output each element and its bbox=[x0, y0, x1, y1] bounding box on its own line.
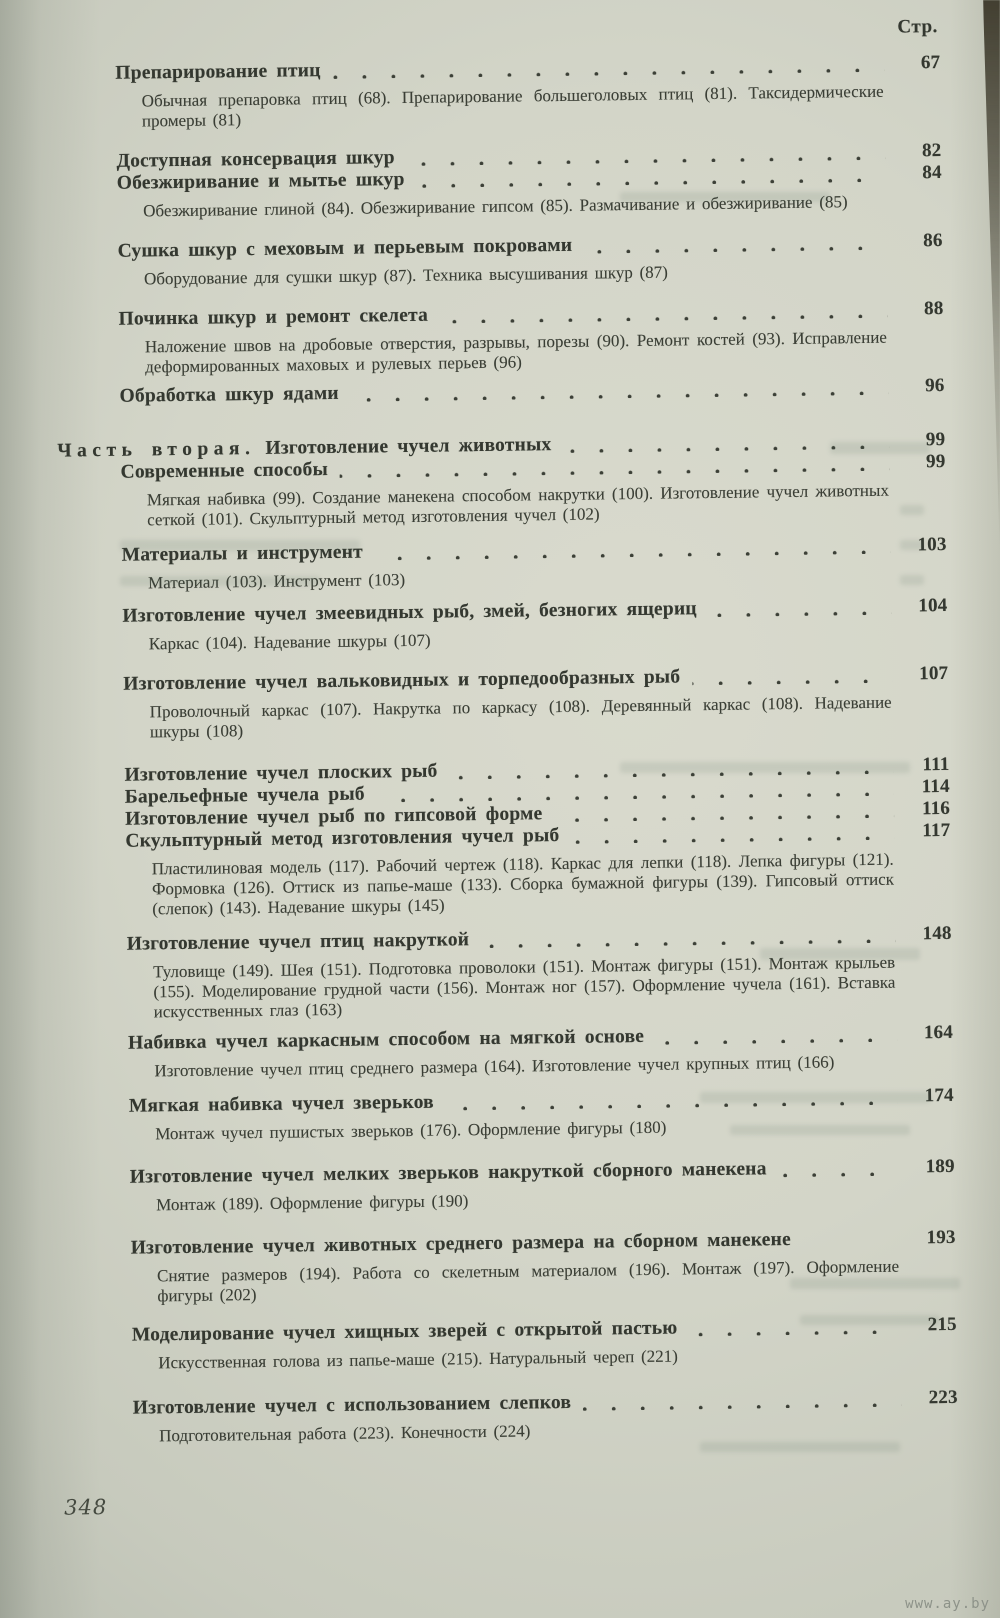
toc-entry-title: Скульптурный метод изготовления чучел рыб bbox=[125, 825, 560, 852]
toc-entry-description: Обычная препаровка птиц (68). Препарирование большеголовых птиц (81). Таксидермические промеры (81) bbox=[141, 81, 884, 131]
toc-entry bbox=[119, 375, 944, 408]
toc-group bbox=[131, 1227, 957, 1307]
toc-entry-description: Изготовление чучел птиц среднего размера (164). Изготовление чучел крупных птиц (166) bbox=[154, 1052, 835, 1081]
dot-leader bbox=[375, 549, 891, 561]
toc-entry-page: 223 bbox=[928, 1386, 958, 1409]
toc-entry-description: Туловище (149). Шея (151). Подготовка проволоки (151). Монтаж фигуры (151). Монтаж крыльев (155). Моделирование грудной части (156). Монтаж ног (157). Оформление чучела (161). Вставка искусственных глаз (163) bbox=[153, 952, 896, 1022]
toc-entry-page: 104 bbox=[918, 594, 948, 617]
toc-entry-title: Изготовление чучел вальковидных и торпедообразных рыб bbox=[123, 666, 681, 695]
toc-entry bbox=[122, 534, 947, 567]
dot-leader bbox=[446, 1100, 898, 1111]
toc-entry-title: Обработка шкур ядами bbox=[119, 382, 339, 407]
folio-page-number: 348 bbox=[63, 1495, 108, 1520]
toc-entry-title: Изготовление чучел животных bbox=[265, 434, 552, 459]
dot-leader bbox=[351, 390, 889, 402]
toc-entry-page: 117 bbox=[922, 819, 951, 842]
toc-entry-page: 86 bbox=[923, 229, 943, 252]
dot-leader bbox=[709, 610, 892, 617]
toc-entry bbox=[133, 1387, 958, 1420]
toc-entry bbox=[115, 52, 940, 85]
toc-entry-page: 164 bbox=[923, 1021, 954, 1044]
toc-entry-title: Препарирование птиц bbox=[115, 60, 321, 84]
toc-group bbox=[129, 1085, 955, 1145]
toc-entry-description: Пластилиновая модель (117). Рабочий чертеж (118). Каркас для лепки (118). Лепка фигуры (121). Формовка (126). Оттиск из папье-маше (133). Сборка бумажной фигуры (139). Гипсовый оттиск (слепок) (143). Надевание шкуры (145) bbox=[151, 849, 895, 919]
toc-entry-page: 99 bbox=[925, 450, 946, 473]
toc-part-label: Часть вторая. bbox=[57, 437, 256, 462]
toc-entry-description: Материал (103). Инструмент (103) bbox=[147, 570, 406, 593]
toc-group bbox=[127, 923, 953, 1023]
dot-leader bbox=[583, 1402, 902, 1411]
dot-leader bbox=[656, 1037, 897, 1045]
toc-entry-description: Наложение швов на дробовые отверстия, разрывы, порезы (90). Ремонт костей (93). Исправление деформированных маховых и рулевых перьев (96) bbox=[144, 327, 888, 377]
toc-group bbox=[122, 534, 948, 594]
toc-entry-page: 174 bbox=[924, 1084, 954, 1107]
toc-entry bbox=[123, 663, 948, 696]
dot-leader bbox=[692, 678, 892, 686]
toc-entry-title: Изготовление чучел змеевидных рыб, змей, безногих ящериц bbox=[122, 598, 697, 627]
toc-entry-title: Починка шкур и ремонт скелета bbox=[118, 304, 429, 330]
toc-entry-page: 193 bbox=[926, 1226, 956, 1249]
toc-group bbox=[118, 230, 944, 290]
toc-entry-page: 103 bbox=[917, 533, 947, 556]
toc-entry-title: Изготовление чучел рыб по гипсовой форме bbox=[124, 803, 543, 830]
toc-group bbox=[119, 375, 944, 408]
toc-entry bbox=[132, 1314, 957, 1347]
toc-entry-description: Монтаж чучел пушистых зверьков (176). Оформление фигуры (180) bbox=[155, 1117, 667, 1144]
toc-entry-page: 114 bbox=[921, 775, 950, 798]
toc-entry-page: 99 bbox=[925, 428, 946, 451]
toc-entry-page: 111 bbox=[922, 753, 950, 776]
toc-entry-description: Искусственная голова из папье-маше (215). Натуральный череп (221) bbox=[158, 1346, 679, 1373]
toc-group bbox=[132, 1314, 958, 1374]
toc-entry-description: Монтаж (189). Оформление фигуры (190) bbox=[156, 1191, 469, 1215]
toc-entry-title: Набивка чучел каркасным способом на мягкой основе bbox=[127, 1025, 645, 1054]
toc-entry-title: Мягкая набивка чучел зверьков bbox=[128, 1091, 434, 1117]
toc-entry-title: Обезжиривание и мытье шкур bbox=[116, 169, 405, 194]
toc-entry bbox=[122, 595, 947, 628]
toc-group bbox=[128, 1022, 954, 1082]
toc-entry bbox=[118, 230, 943, 263]
dot-leader bbox=[340, 466, 890, 478]
toc-entry-title: Современные способы bbox=[120, 459, 329, 483]
watermark: www.ay.by bbox=[905, 1596, 990, 1612]
toc-entry-page: 67 bbox=[920, 51, 941, 74]
toc-entry-title: Барельефные чучела рыб bbox=[124, 783, 365, 808]
toc-entry-page: 96 bbox=[924, 374, 945, 397]
dot-leader bbox=[689, 1329, 901, 1337]
toc-entry bbox=[118, 298, 943, 331]
toc-group bbox=[133, 1387, 959, 1447]
dot-leader bbox=[584, 245, 886, 254]
toc-entry bbox=[128, 1022, 953, 1055]
dot-leader bbox=[417, 177, 886, 188]
toc-entry-title: Изготовление чучел плоских рыб bbox=[124, 760, 438, 786]
page-column-header: Стр. bbox=[897, 16, 938, 38]
toc-entry-page: 215 bbox=[927, 1313, 957, 1336]
toc-group bbox=[115, 52, 941, 132]
toc-group bbox=[130, 1156, 956, 1216]
toc-entry bbox=[129, 1085, 954, 1118]
toc-entry-page: 116 bbox=[921, 797, 951, 820]
toc-entry-title: Доступная консервация шкур bbox=[116, 147, 395, 172]
dot-leader bbox=[803, 1242, 900, 1248]
toc-entry bbox=[127, 923, 952, 956]
toc-entry bbox=[131, 1227, 956, 1260]
toc-entry-page: 82 bbox=[921, 139, 942, 162]
toc-entry-description: Обезжиривание глиной (84). Обезжиривание гипсом (85). Размачивание и обезжиривание (85) bbox=[143, 192, 848, 221]
toc-entry-title: Сушка шкур с меховым и перьевым покровами bbox=[117, 234, 573, 262]
toc-entry-title: Изготовление чучел животных среднего размера на сборном манекене bbox=[130, 1229, 792, 1259]
dot-leader bbox=[440, 313, 888, 324]
table-of-contents bbox=[57, 51, 958, 1466]
dot-leader bbox=[571, 835, 894, 844]
toc-entry-description: Каркас (104). Надевание шкуры (107) bbox=[148, 630, 431, 654]
toc-entry-description: Оборудование для сушки шкур (87). Техника высушивания шкур (87) bbox=[143, 262, 668, 289]
toc-group bbox=[57, 428, 946, 531]
toc-entry-description: Подготовительная работа (223). Конечности (224) bbox=[159, 1421, 531, 1446]
toc-entry-description: Проволочный каркас (107). Накрутка по каркасу (108). Деревянный каркас (108). Надевание шкуры (108) bbox=[149, 692, 892, 742]
toc-group bbox=[116, 140, 942, 222]
toc-entry-page: 84 bbox=[922, 161, 942, 184]
toc-entry-page: 148 bbox=[922, 922, 952, 945]
toc-entry-title: Изготовление чучел с использованием слепков bbox=[132, 1391, 572, 1419]
toc-group bbox=[124, 754, 951, 920]
toc-entry-title: Моделирование чучел хищных зверей с открытой пастью bbox=[131, 1317, 678, 1346]
toc-group bbox=[118, 298, 944, 378]
toc-entry-description: Мягкая набивка (99). Создание манекена способом накрутки (100). Изготовление чучел животных сеткой (101). Скульптурный метод изготовления чучел (102) bbox=[146, 480, 890, 530]
toc-group bbox=[122, 595, 948, 655]
toc-entry-description: Снятие размеров (194). Работа со скелетным материалом (196). Монтаж (197). Оформление фигуры (202) bbox=[156, 1256, 900, 1306]
dot-leader bbox=[333, 67, 885, 79]
toc-entry-title: Изготовление чучел мелких зверьков накруткой сборного манекена bbox=[129, 1158, 767, 1188]
toc-entry bbox=[130, 1156, 955, 1189]
dot-leader bbox=[779, 1171, 899, 1178]
toc-entry-title: Материалы и инструмент bbox=[121, 541, 364, 566]
toc-entry-page: 88 bbox=[923, 297, 944, 320]
toc-entry-title: Изготовление чучел птиц накруткой bbox=[126, 929, 470, 955]
toc-group bbox=[123, 663, 949, 743]
toc-entry-page: 189 bbox=[925, 1155, 955, 1178]
dot-leader bbox=[481, 938, 896, 948]
toc-entry-page: 107 bbox=[919, 662, 949, 685]
